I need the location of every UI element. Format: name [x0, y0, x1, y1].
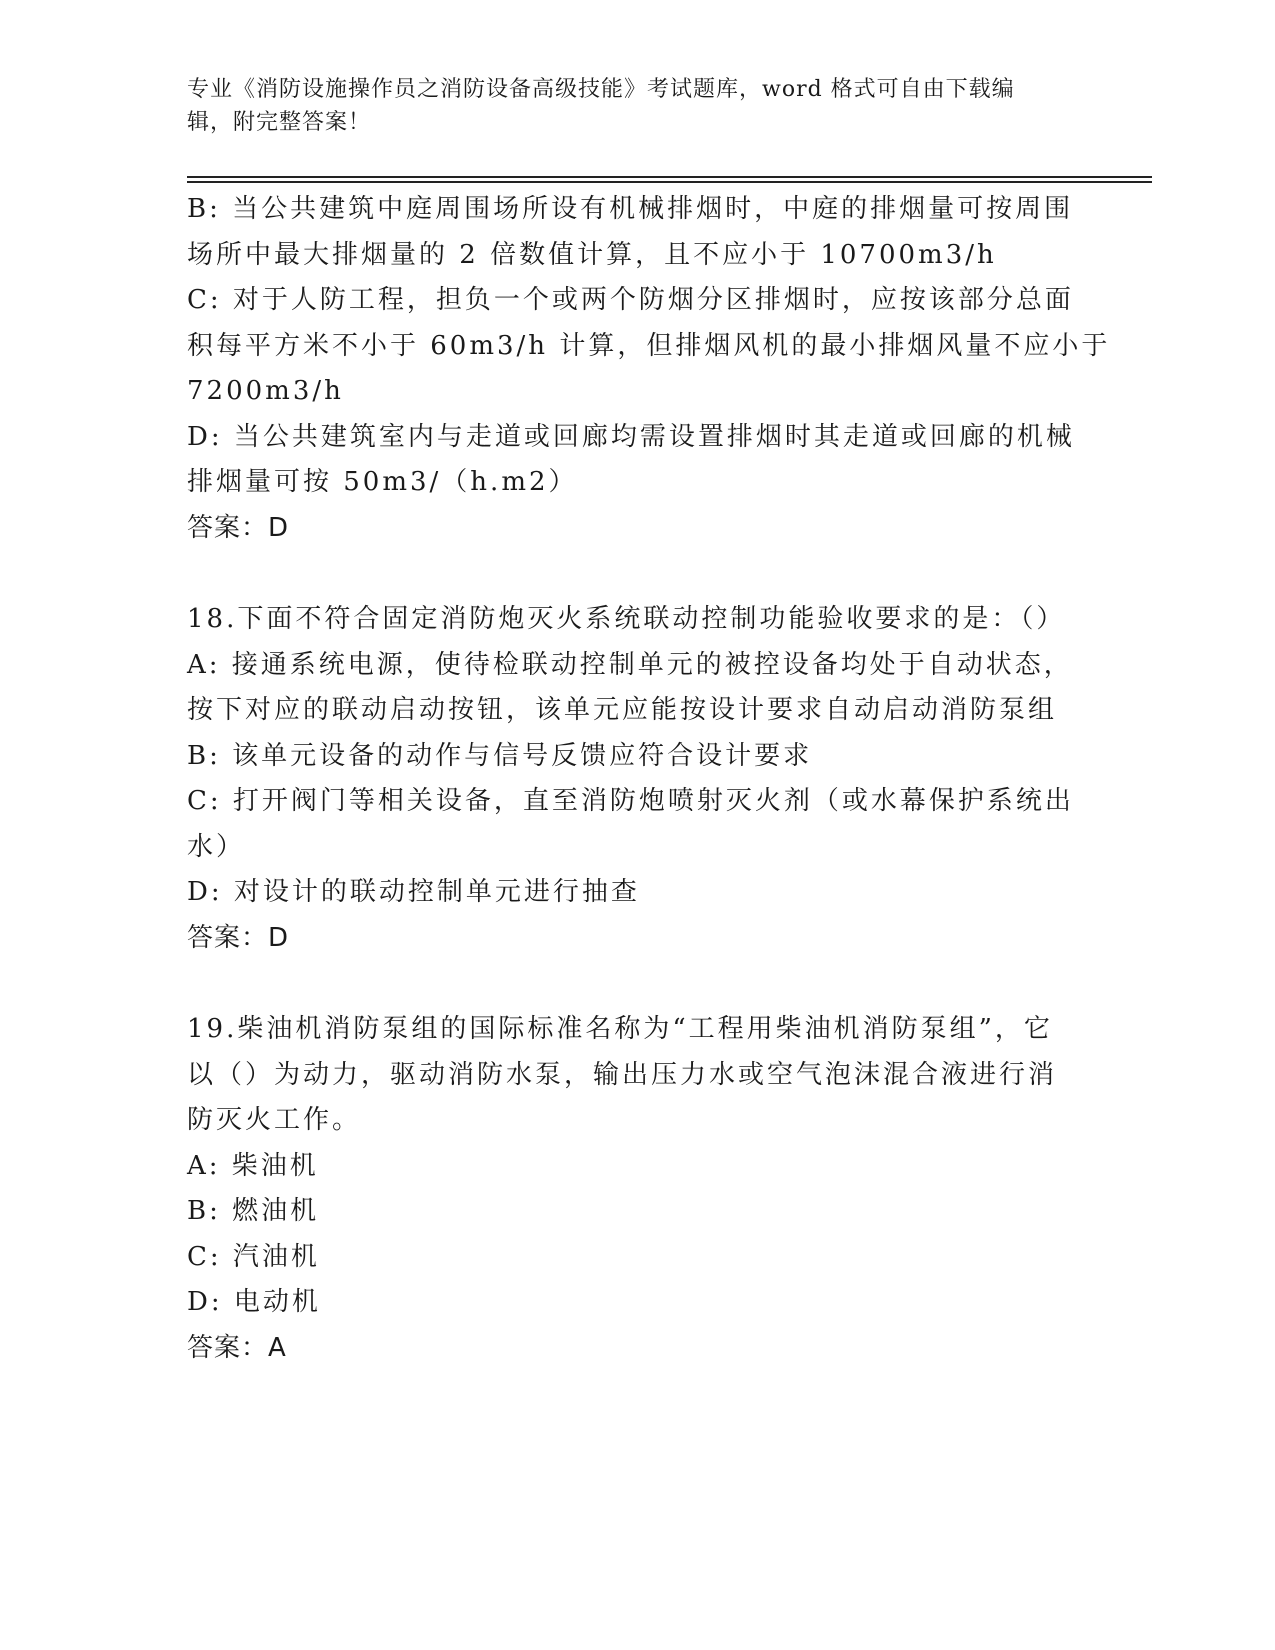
q19-answer: 答案：A [187, 1332, 287, 1363]
q17-option-c-line-3: 7200m3/h [187, 376, 344, 406]
q18-option-b: B: 该单元设备的动作与信号反馈应符合设计要求 [187, 740, 813, 771]
header-rule-bottom [187, 181, 1152, 183]
q18-option-c-line-1: C: 打开阀门等相关设备，直至消防炮喷射灭火剂（或水幕保护系统出 [187, 786, 1074, 816]
q17-option-d-line-1: D: 当公共建筑室内与走道或回廊均需设置排烟时其走道或回廊的机械 [187, 421, 1075, 452]
question-17 [187, 187, 1111, 551]
q19-option-c: C: 汽油机 [187, 1241, 320, 1272]
q18-option-a-line-2: 按下对应的联动启动按钮，该单元应能按设计要求自动启动消防泵组 [187, 695, 1058, 725]
header-rule-top [187, 176, 1152, 178]
q17-option-b-line-2: 场所中最大排烟量的 2 倍数值计算，且不应小于 10700m3/h [187, 239, 997, 270]
q19-stem-line-3: 防灭火工作。 [187, 1105, 362, 1135]
q18-answer: 答案：D [187, 922, 290, 953]
header-line-1: 专业《消防设施操作员之消防设备高级技能》考试题库，word 格式可自由下载编 [187, 77, 1015, 102]
question-spacer [187, 551, 1087, 597]
q19-stem-line-1: 19.柴油机消防泵组的国际标准名称为“工程用柴油机消防泵组”，它 [187, 1014, 1053, 1044]
q17-option-d-line-2: 排烟量可按 50m3/（h.m2） [187, 467, 578, 497]
q18-stem: 18.下面不符合固定消防炮灭火系统联动控制功能验收要求的是：（） [187, 604, 1066, 634]
page-header [187, 73, 1067, 139]
q18-option-d: D: 对设计的联动控制单元进行抽查 [187, 877, 640, 907]
header-line-2: 辑，附完整答案！ [187, 110, 372, 135]
q17-option-b-line-1: B: 当公共建筑中庭周围场所设有机械排烟时，中庭的排烟量可按周围 [187, 194, 1074, 224]
question-spacer [187, 961, 1087, 1007]
question-19 [187, 1007, 1087, 1371]
q17-option-c-line-1: C: 对于人防工程，担负一个或两个防烟分区排烟时，应按该部分总面 [187, 285, 1074, 315]
q17-option-c-line-2: 积每平方米不小于 60m3/h 计算，但排烟风机的最小排烟风量不应小于 [187, 330, 1111, 361]
q18-option-a-line-1: A: 接通系统电源，使待检联动控制单元的被控设备均处于自动状态， [187, 649, 1073, 680]
q17-answer: 答案：D [187, 512, 290, 543]
document-body [187, 187, 1111, 1371]
q19-option-d: D: 电动机 [187, 1287, 321, 1317]
question-18 [187, 597, 1087, 961]
q19-option-a: A: 柴油机 [187, 1150, 319, 1181]
q18-option-c-line-2: 水） [187, 831, 246, 862]
q19-stem-line-2: 以（）为动力，驱动消防水泵，输出压力水或空气泡沫混合液进行消 [187, 1059, 1058, 1090]
q19-option-b: B: 燃油机 [187, 1196, 320, 1226]
